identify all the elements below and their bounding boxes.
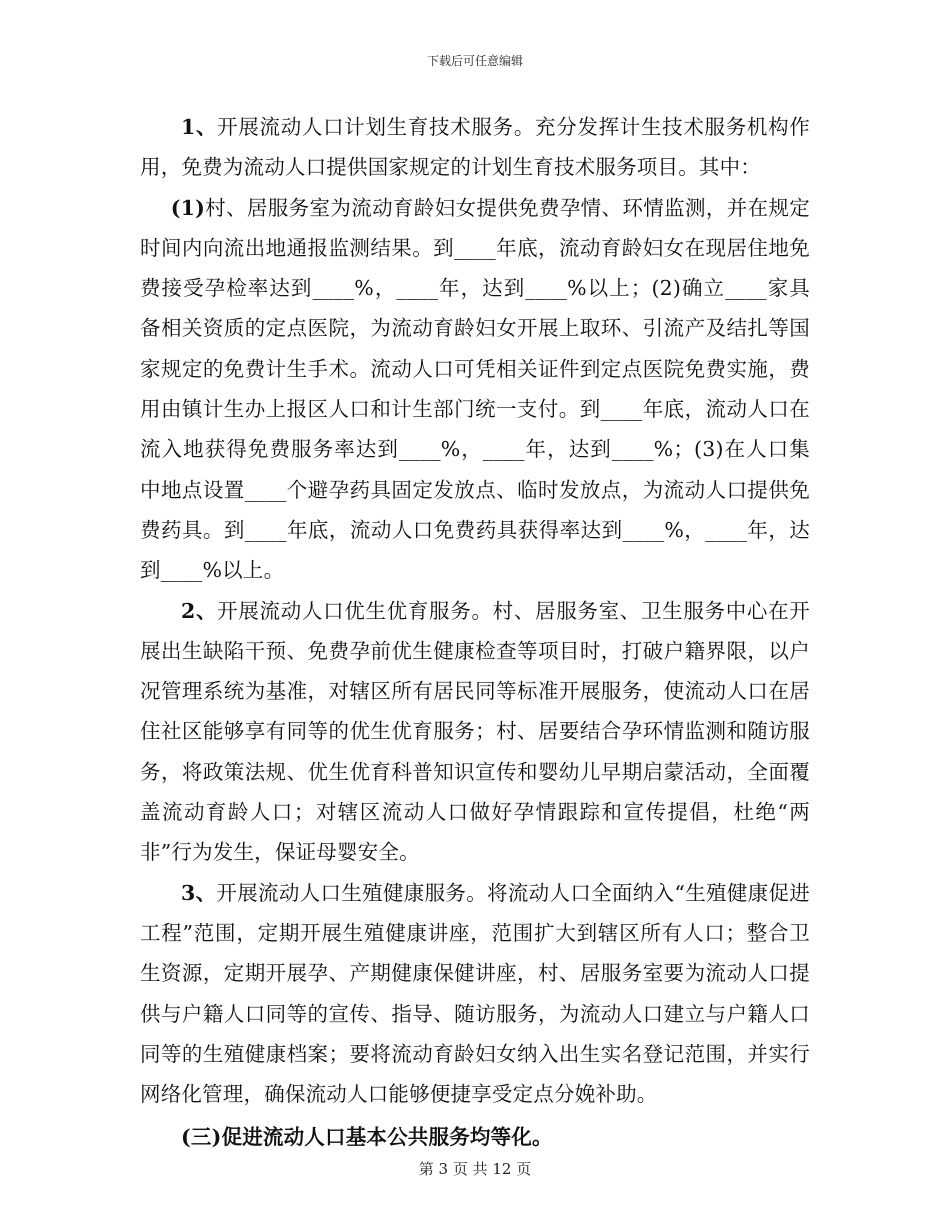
- paragraph-2: [140, 591, 810, 873]
- subitem-number: (1): [170, 195, 206, 220]
- paragraph-subitems: [140, 188, 810, 591]
- document-body: [140, 107, 810, 1158]
- paragraph-number: 3、: [181, 880, 217, 905]
- section-heading: (三)促进流动人口基本公共服务均等化。: [181, 1125, 553, 1150]
- paragraph-text: 开展流动人口计划生育技术服务。充分发挥计生技术服务机构作用，免费为流动人口提供国家规定的计划生育技术服务项目。其中：: [140, 115, 810, 180]
- paragraph-text: 村、居服务室为流动育龄妇女提供免费孕情、环情监测，并在规定时间内向流出地通报监测结果。到____年底，流动育龄妇女在现居住地免费接受孕检率达到____%，____年，达到____%以上；(2)确立____家具备相关资质的定点医院，为流动育龄妇女开展上取环、引流产及结扎等国家规定的免费计生手术。流动人口可凭相关证件到定点医院免费实施，费用由镇计生办上报区人口和计生部门统一支付。到____年底，流动人口在流入地获得免费服务率达到____%，____年，达到____%；(3)在人口集中地点设置____个避孕药具固定发放点、临时发放点，为流动人口提供免费药具。到____年底，流动人口免费药具获得率达到____%，____年，达到____%以上。: [140, 195, 810, 583]
- paragraph-number: 1、: [181, 115, 218, 139]
- page-number-footer: 第 3 页 共 12 页: [418, 1160, 532, 1178]
- paragraph-text: 开展流动人口优生优育服务。村、居服务室、卫生服务中心在开展出生缺陷干预、免费孕前优生健康检查等项目时，打破户籍界限，以户况管理系统为基准，对辖区所有居民同等标准开展服务，使流动人口在居住社区能够享有同等的优生优育服务；村、居要结合孕环情监测和随访服务，将政策法规、优生优育科普知识宣传和婴幼儿早期启蒙活动，全面覆盖流动育龄人口；对辖区流动人口做好孕情跟踪和宣传提倡，杜绝“两非”行为发生，保证母婴安全。: [140, 598, 810, 865]
- paragraph-text: 开展流动人口生殖健康服务。将流动人口全面纳入“生殖健康促进工程”范围，定期开展生殖健康讲座，范围扩大到辖区所有人口；整合卫生资源，定期开展孕、产期健康保健讲座，村、居服务室要为流动人口提供与户籍人口同等的宣传、指导、随访服务，为流动人口建立与户籍人口同等的生殖健康档案；要将流动育龄妇女纳入出生实名登记范围，并实行网络化管理，确保流动人口能够便捷享受定点分娩补助。: [140, 880, 810, 1107]
- paragraph-3: [140, 873, 810, 1115]
- page-header: 下载后可任意编辑: [426, 54, 523, 68]
- paragraph-1: [140, 107, 810, 188]
- paragraph-number: 2、: [181, 598, 218, 623]
